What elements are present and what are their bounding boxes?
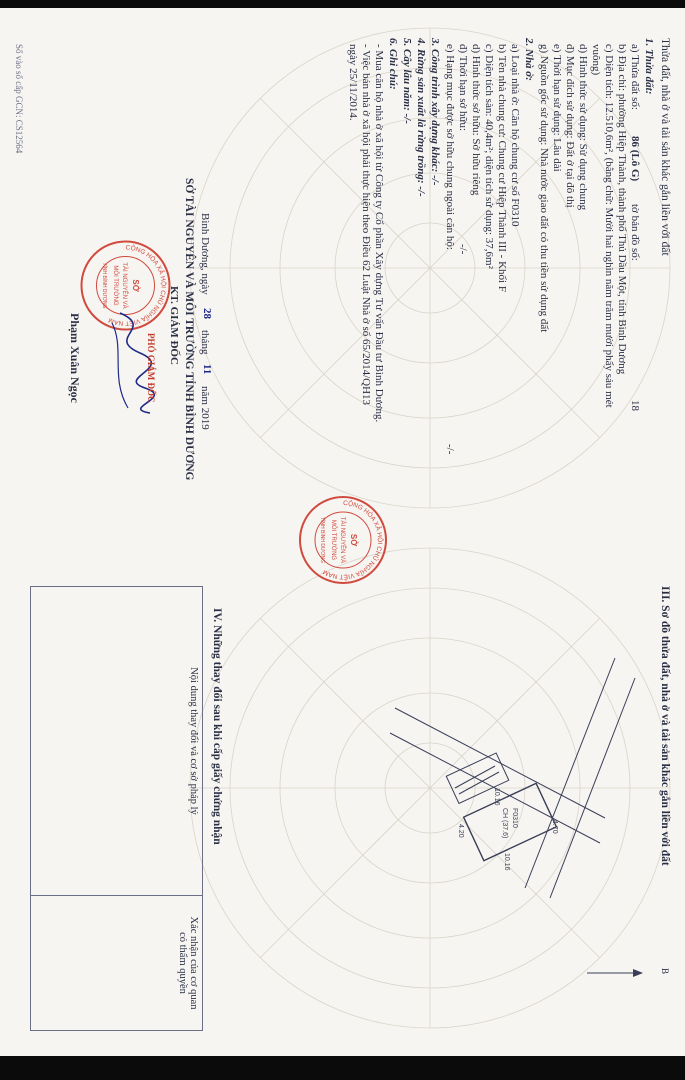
svg-text:4.20: 4.20 [457, 824, 464, 838]
registry-number: Số vào sổ cấp GCN: CS12564 [14, 44, 24, 154]
changes-authority-header: Xác nhận của cơ quan có thẩm quyền [31, 896, 203, 1031]
plot-number-value: 86 (Lô G) [629, 136, 641, 182]
ownership-form: d) Hình thức sở hữu: Sở hữu riêng [470, 44, 482, 196]
usage-form: d) Hình thức sử dụng: Sử dụng chung [577, 44, 589, 211]
plot-number-label: a) Thửa đất số: [629, 44, 641, 110]
house-type: a) Loại nhà ở: Căn hộ chung cư số F0310 [509, 44, 521, 227]
svg-text:TỈNH BÌNH DƯƠNG: TỈNH BÌNH DƯƠNG [101, 262, 107, 309]
issue-day: 28 [201, 308, 213, 319]
issue-month: 11 [201, 364, 213, 375]
official-seal-center [297, 494, 389, 586]
area-line: c) Diện tích: 12.510,6m², (bằng chữ: Mười hai nghìn năm trăm mười phẩy sáu mét [603, 44, 615, 408]
note-line-2: - Việc bán nhà ở xã hội phải thực hiện theo Điều 62 Luật Nhà ở số 65/2014/QH13 [360, 44, 372, 406]
diagram-section-title: III. Sơ đồ thửa đất, nhà ở và tài sản khác gắn liền với đất [659, 586, 671, 866]
issue-year: năm 2019 [199, 386, 211, 430]
svg-text:10.16: 10.16 [493, 788, 500, 806]
changes-table [30, 586, 203, 1031]
svg-text:SỞ: SỞ [131, 279, 140, 292]
area-line-cont: vuông) [590, 44, 602, 76]
certificate-sheet [0, 8, 685, 1056]
signer-name: Phạm Xuân Ngọc [68, 313, 82, 404]
note-line-3: ngày 25/11/2014. [347, 44, 359, 121]
changes-section-title: IV. Những thay đổi sau khi cấp giấy chứng nhận [211, 608, 223, 845]
issue-date-prefix: Bình Dương, ngày [199, 213, 211, 295]
north-arrow-icon [585, 958, 645, 988]
svg-text:10.16: 10.16 [503, 853, 510, 871]
north-label: B [660, 968, 670, 975]
perennial-trees: 5. Cây lâu năm: -/- [401, 38, 413, 124]
note-line-1: - Mua căn hộ nhà ở xã hội từ Công ty Cổ phần Xây dựng Tư vấn Đầu tư Bình Dương. [373, 44, 385, 423]
svg-text:TỈNH BÌNH DƯƠNG: TỈNH BÌNH DƯƠNG [319, 516, 325, 564]
section-heading: Thửa đất, nhà ở và tài sản khác gắn liền với đất [659, 38, 671, 256]
usage-purpose: đ) Mục đích sử dụng: Đất ở tại đô thị [564, 44, 576, 208]
map-sheet-value: 18 [629, 400, 641, 411]
production-forest: 4. Rừng sản xuất là rừng trồng: -/- [415, 38, 427, 197]
house-heading: 2. Nhà ở: [523, 38, 535, 81]
floor-area: c) Diện tích sàn: 40,4m²; diện tích sử dụng: 37,6m² [483, 44, 495, 269]
notes-heading: 6. Ghi chú: [387, 38, 399, 90]
building-name: b) Tên nhà chung cư: Chung cư Hiệp Thành III - Khối F [496, 44, 508, 292]
usage-origin: g) Nguồn gốc sử dụng: Nhà nước giao đất có thu tiền sử dụng đất [538, 44, 550, 333]
svg-text:SỞ: SỞ [349, 533, 358, 547]
svg-text:TÀI NGUYÊN VÀ: TÀI NGUYÊN VÀ [339, 516, 345, 564]
ownership-term-value: -/- [457, 244, 469, 255]
svg-text:CH (37.6): CH (37.6) [501, 808, 508, 839]
svg-text:CỘNG HÒA XÃ HỘI CHỦ NGHĨA VIỆT: CỘNG HÒA XÃ HỘI CHỦ NGHĨA VIỆT NAM [321, 499, 384, 581]
issue-month-label: tháng [199, 330, 211, 355]
other-construction: 3. Công trình xây dựng khác: -/- [429, 38, 441, 186]
svg-text:4.70: 4.70 [551, 820, 558, 834]
land-plot-heading: 1. Thửa đất: [643, 38, 655, 95]
changes-content-header: Nội dung thay đổi và cơ sở pháp lý [31, 587, 203, 896]
svg-text:MÔI TRƯỜNG: MÔI TRƯỜNG [330, 519, 336, 561]
certificate-page-rotated [0, 8, 685, 1056]
svg-text:CỘNG HÒA XÃ HỘI CHỦ NGHĨA VIỆT: CỘNG HÒA XÃ HỘI CHỦ NGHĨA VIỆT NAM [107, 244, 167, 327]
svg-text:MÔI TRƯỜNG: MÔI TRƯỜNG [112, 265, 118, 306]
issuing-authority: SỞ TÀI NGUYÊN VÀ MÔI TRƯỜNG TỈNH BÌNH DƯƠNG [183, 178, 195, 481]
floor-plan-diagram [385, 648, 645, 908]
address-line: b) Địa chỉ: phường Hiệp Thành, thành phố Thủ Dầu Một, tỉnh Bình Dương [616, 44, 628, 375]
shared-items: e) Hạng mục được sở hữu chung ngoài căn hộ: [444, 44, 456, 250]
svg-text:F0310: F0310 [511, 808, 518, 828]
usage-term: e) Thời hạn sử dụng: Lâu dài [551, 44, 563, 172]
svg-text:TÀI NGUYÊN VÀ: TÀI NGUYÊN VÀ [121, 262, 127, 309]
ownership-term: đ) Thời hạn sở hữu: [457, 44, 469, 132]
deputy-director-title: PHÓ GIÁM ĐỐC [146, 333, 156, 403]
on-behalf-director: KT. GIÁM ĐỐC [168, 286, 180, 365]
shared-items-value: -/- [444, 444, 456, 455]
map-sheet-label: tờ bản đồ số: [629, 204, 641, 261]
